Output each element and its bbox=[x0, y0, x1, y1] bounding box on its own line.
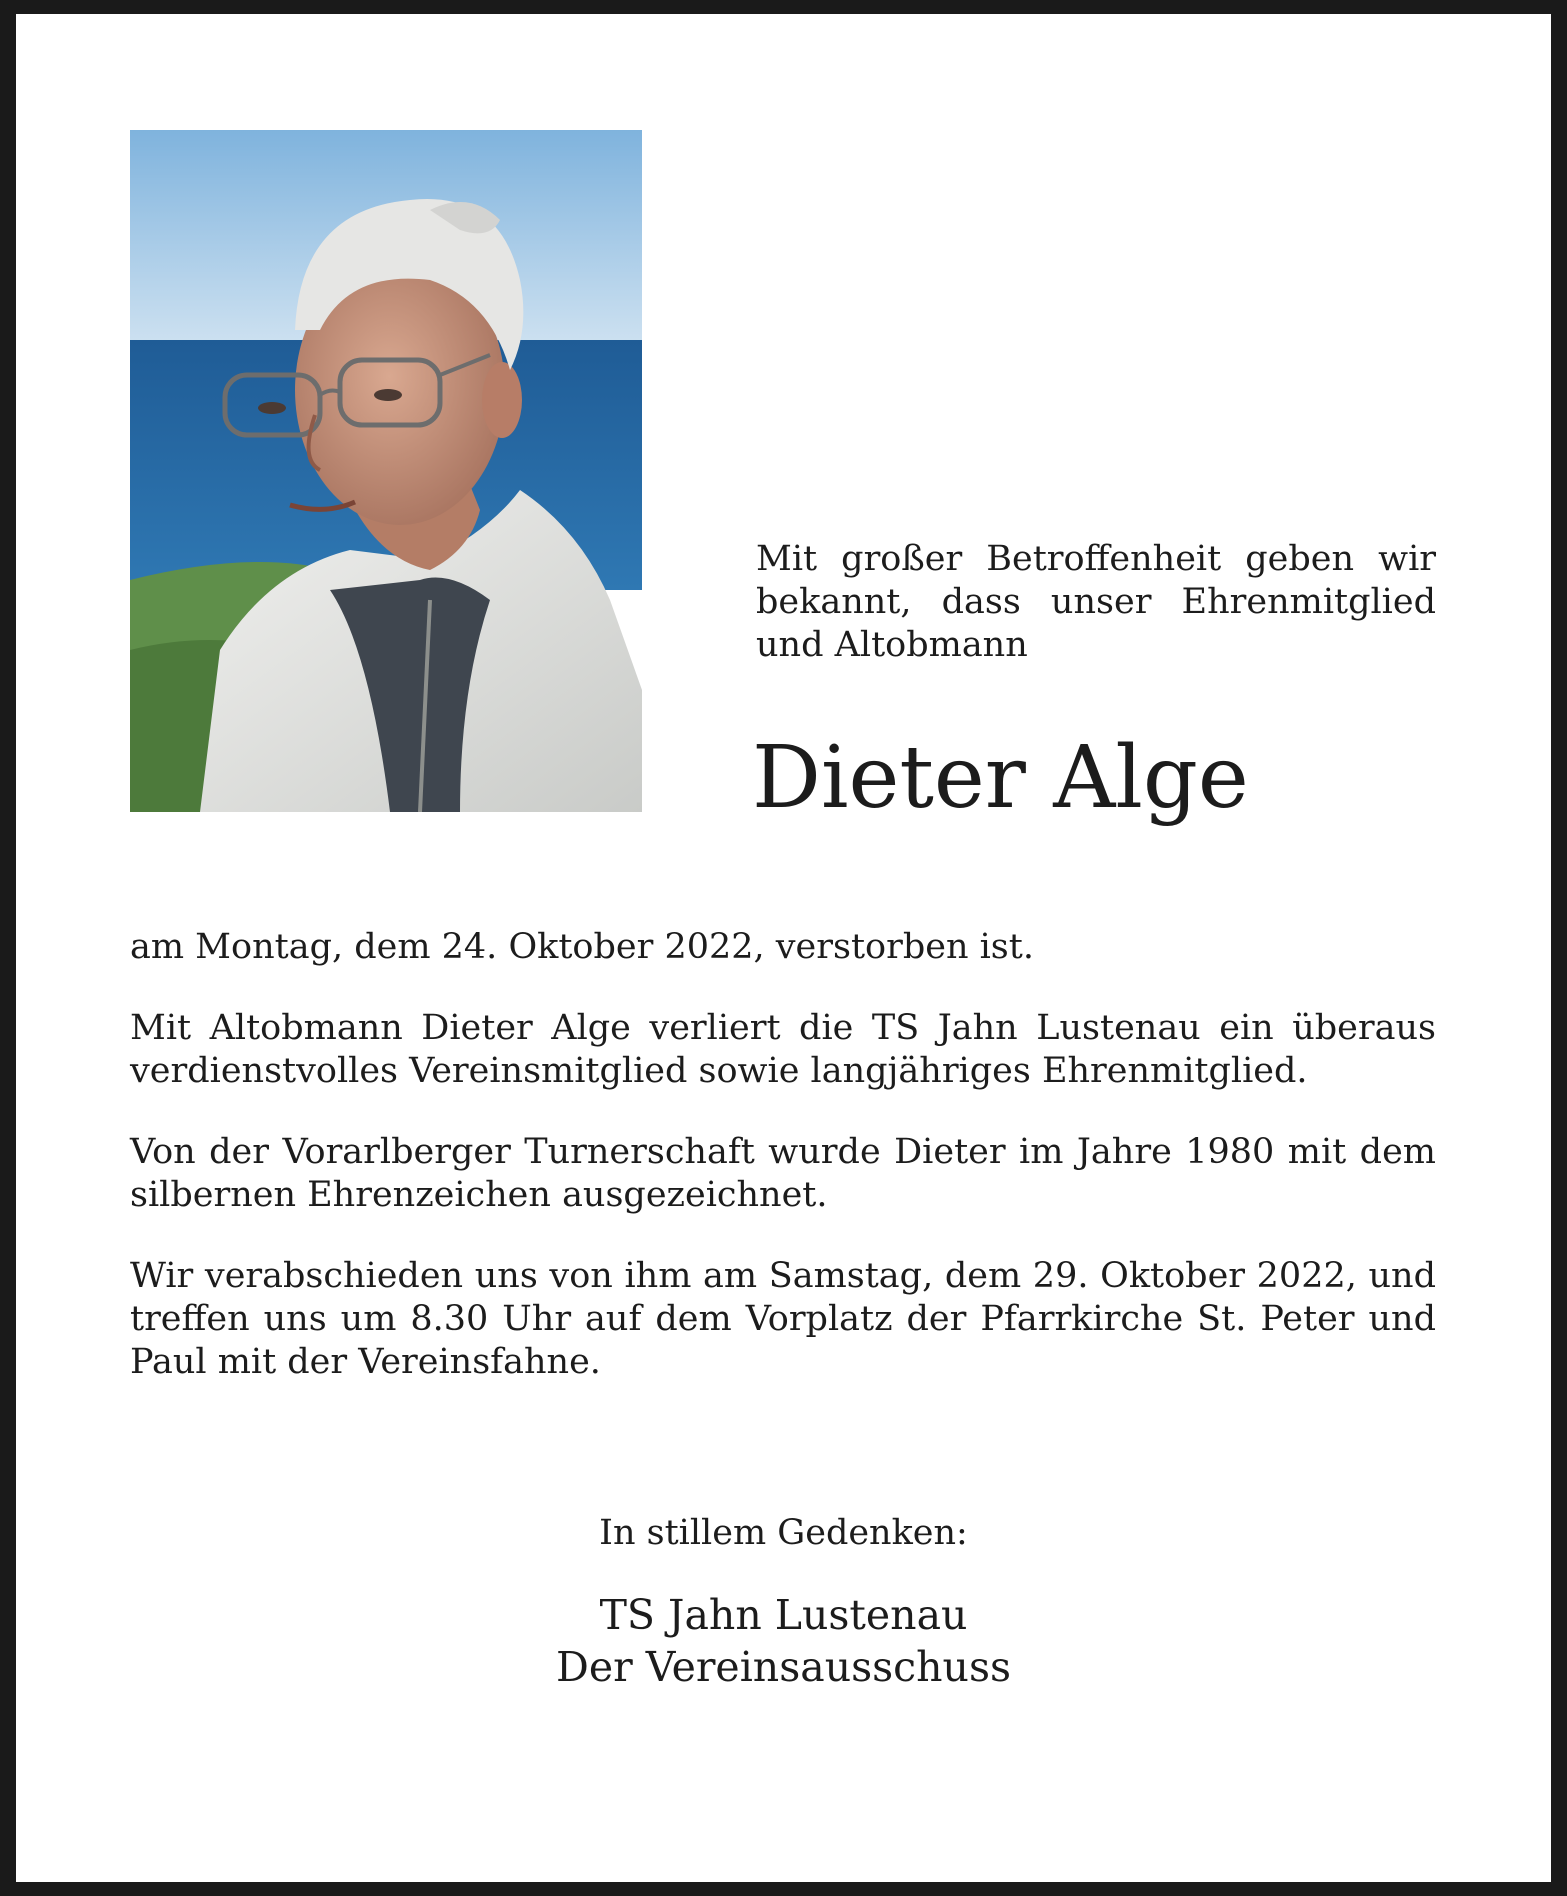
intro-text: Mit großer Betroffenheit geben wir bekannt, dass unser Ehrenmitglied und Altobmann bbox=[756, 539, 1436, 665]
paragraph-honor: Von der Vorarlberger Turnerschaft wurde Dieter im Jahre 1980 mit dem silbernen Ehrenzeichen ausgezeichnet. bbox=[130, 1132, 1436, 1215]
deceased-name: Dieter Alge bbox=[752, 728, 1249, 828]
signature-organization: TS Jahn Lustenau bbox=[599, 1591, 968, 1639]
closing-line: In stillem Gedenken: bbox=[599, 1513, 968, 1553]
paragraph-farewell: Wir verabschieden uns von ihm am Samstag, dem 29. Oktober 2022, und treffen uns um 8.30 Uhr auf dem Vorplatz der Pfarrkirche St. Peter und Paul mit der Vereinsfahne. bbox=[130, 1256, 1436, 1382]
portrait-photo bbox=[130, 130, 642, 812]
death-date-line: am Montag, dem 24. Oktober 2022, verstorben ist. bbox=[130, 927, 1034, 967]
notice-body bbox=[130, 926, 1436, 1422]
signature-committee: Der Vereinsausschuss bbox=[555, 1643, 1012, 1691]
paragraph-tribute: Mit Altobmann Dieter Alge verliert die TS Jahn Lustenau ein überaus verdienstvolles Vereinsmitglied sowie langjähriges Ehrenmitglied. bbox=[130, 1008, 1436, 1091]
